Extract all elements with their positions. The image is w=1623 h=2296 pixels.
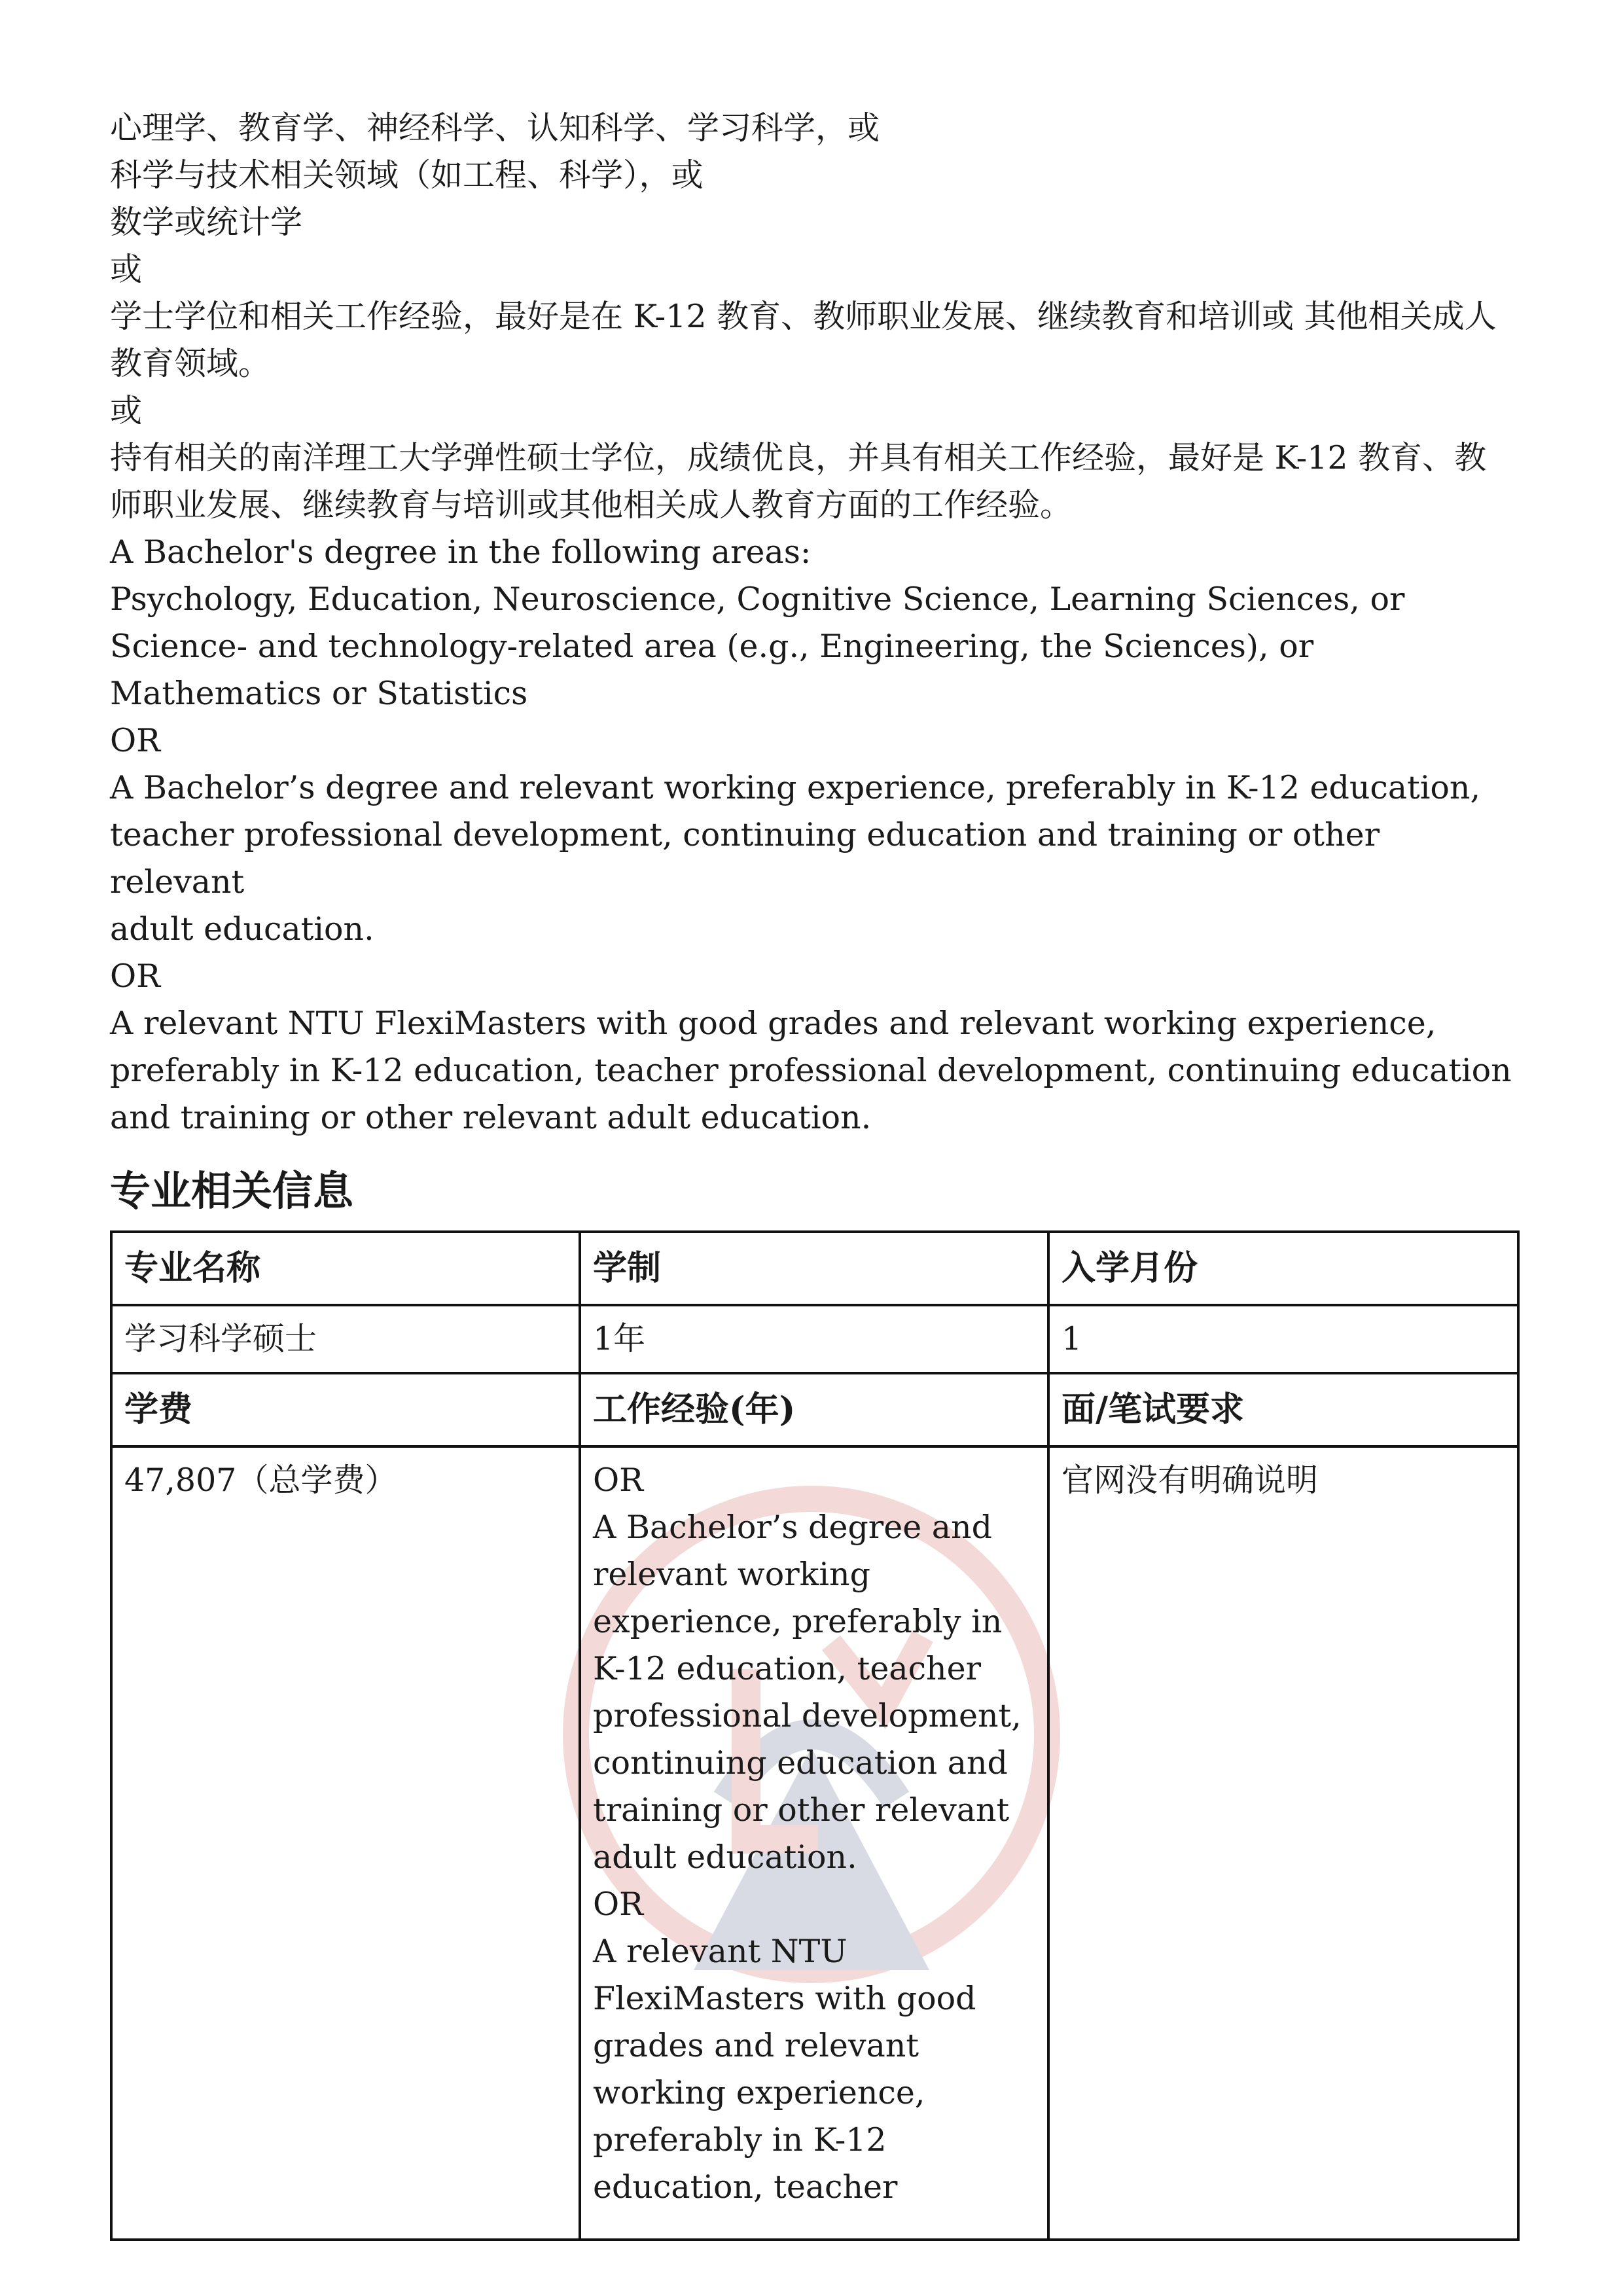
work-experience-value <box>580 1446 1048 2240</box>
work-experience-line: grades and relevant <box>593 2027 919 2064</box>
section-title: 专业相关信息 <box>110 1167 354 1215</box>
requirement-line: 学士学位和相关工作经验，最好是在 K-12 教育、教师职业发展、继续教育和培训或 其他相关成人 <box>110 298 1497 335</box>
requirement-line: Mathematics or Statistics <box>110 675 528 712</box>
header-duration: 学制 <box>580 1232 1048 1305</box>
interview-requirement-value: 官网没有明确说明 <box>1048 1446 1518 2240</box>
requirement-line: OR <box>110 958 161 995</box>
work-experience-line: relevant working <box>593 1556 870 1593</box>
requirement-line: preferably in K-12 education, teacher professional development, continuing education <box>110 1052 1512 1089</box>
work-experience-line: training or other relevant <box>593 1791 1010 1829</box>
requirement-line: A Bachelor’s degree and relevant working experience, preferably in K-12 education, <box>110 769 1481 806</box>
work-experience-line: working experience, <box>593 2074 925 2111</box>
header-work-experience: 工作经验(年) <box>580 1373 1048 1446</box>
requirement-line: 数学或统计学 <box>110 204 303 241</box>
work-experience-line: education, teacher <box>593 2168 898 2206</box>
work-experience-line: continuing education and <box>593 1744 1008 1782</box>
requirement-line: 或 <box>110 392 143 429</box>
header-program-name: 专业名称 <box>111 1232 580 1305</box>
header-intake-month: 入学月份 <box>1048 1232 1518 1305</box>
table-row <box>111 1446 1518 2240</box>
work-experience-line: A relevant NTU <box>593 1933 847 1970</box>
work-experience-lines <box>593 1457 1035 2211</box>
requirement-line: A Bachelor's degree in the following areas: <box>110 533 812 571</box>
requirement-line: 或 <box>110 251 143 288</box>
requirement-line: 师职业发展、继续教育与培训或其他相关成人教育方面的工作经验。 <box>110 486 1073 524</box>
table-row <box>111 1305 1518 1373</box>
requirement-line: 心理学、教育学、神经科学、认知科学、学习科学，或 <box>110 109 880 147</box>
requirement-line: Psychology, Education, Neuroscience, Cognitive Science, Learning Sciences, or <box>110 581 1405 618</box>
admission-requirements-text <box>110 105 1517 1141</box>
header-tuition: 学费 <box>111 1373 580 1446</box>
tuition-value: 47,807（总学费） <box>111 1446 580 2240</box>
requirement-line: OR <box>110 722 161 759</box>
program-name-value: 学习科学硕士 <box>111 1305 580 1373</box>
program-info-table <box>110 1230 1520 2241</box>
requirement-line: 科学与技术相关领域（如工程、科学），或 <box>110 156 704 194</box>
work-experience-line: K-12 education, teacher <box>593 1650 982 1687</box>
requirement-line: teacher professional development, continuing education and training or other relevant <box>110 816 1390 901</box>
intake-month-value: 1 <box>1048 1305 1518 1373</box>
work-experience-line: preferably in K-12 <box>593 2121 887 2159</box>
work-experience-line: OR <box>593 1462 644 1499</box>
requirement-line: 持有相关的南洋理工大学弹性硕士学位，成绩优良，并具有相关工作经验，最好是 K-12 教育、教 <box>110 439 1487 476</box>
work-experience-line: FlexiMasters with good <box>593 1980 976 2017</box>
duration-value: 1年 <box>580 1305 1048 1373</box>
requirement-line: Science- and technology-related area (e.g., Engineering, the Sciences), or <box>110 628 1314 665</box>
table-header-row <box>111 1232 1518 1305</box>
requirements-section <box>110 105 1517 1141</box>
work-experience-line: experience, preferably in <box>593 1603 1003 1640</box>
table-header-row <box>111 1373 1518 1446</box>
work-experience-line: A Bachelor’s degree and <box>593 1509 992 1546</box>
work-experience-line: OR <box>593 1886 644 1923</box>
requirement-line: 教育领域。 <box>110 345 271 382</box>
requirement-line: and training or other relevant adult education. <box>110 1099 872 1136</box>
work-experience-line: adult education. <box>593 1839 857 1876</box>
work-experience-line: professional development, <box>593 1697 1022 1734</box>
requirement-line: A relevant NTU FlexiMasters with good grades and relevant working experience, <box>110 1005 1436 1042</box>
header-interview-requirement: 面/笔试要求 <box>1048 1373 1518 1446</box>
requirement-line: adult education. <box>110 910 374 948</box>
